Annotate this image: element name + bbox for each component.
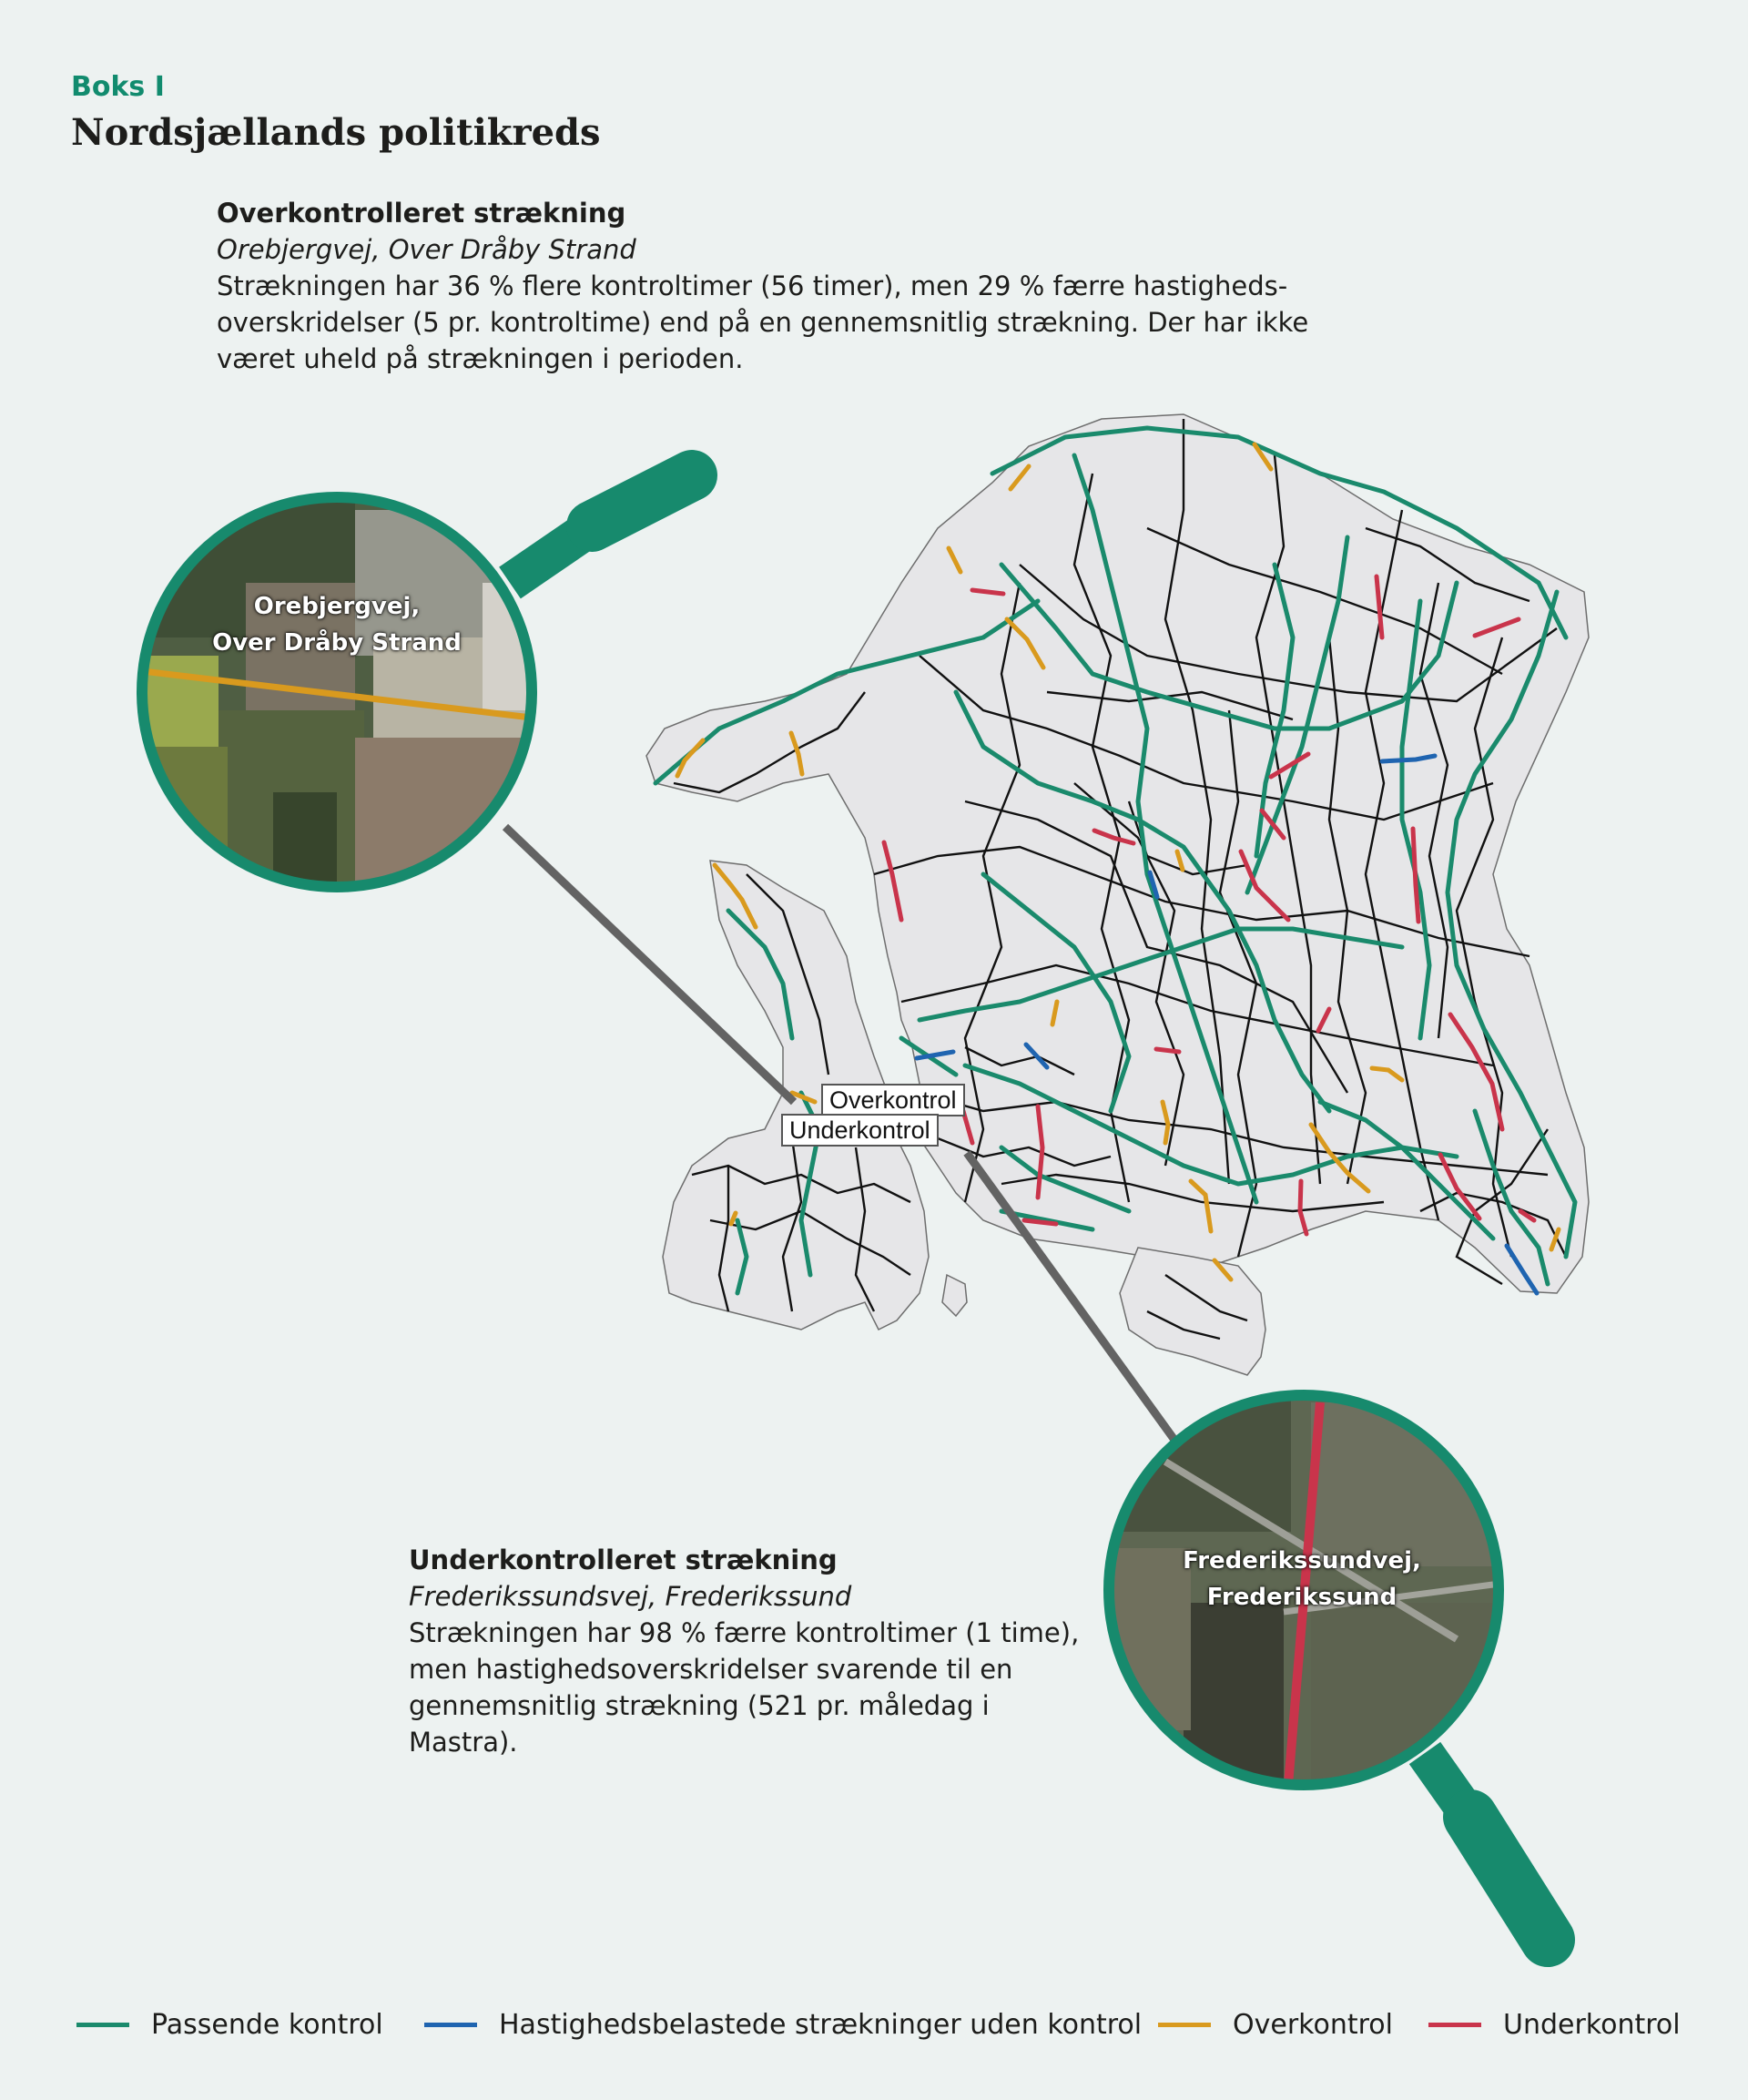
- aerial-photo-over: [127, 483, 555, 911]
- legend-item-passende: [76, 2009, 383, 2041]
- page-title: Nordsjællands politikreds: [71, 111, 601, 154]
- undercontrolled-callout: [409, 1542, 1101, 1760]
- legend-label-underkontrol: Underkontrol: [1503, 2009, 1681, 2041]
- legend-swatch-hastighed: [424, 2023, 477, 2027]
- lens-label-under: [1129, 1543, 1475, 1616]
- legend-swatch-underkontrol: [1428, 2023, 1481, 2027]
- legend-label-passende: Passende kontrol: [151, 2009, 383, 2041]
- overkontrol-map-label: Overkontrol: [821, 1084, 965, 1116]
- magnifier-handle-over: [510, 475, 692, 583]
- legend-swatch-overkontrol: [1158, 2023, 1211, 2027]
- overcontrolled-description: Strækningen har 36 % flere kontroltimer (56 timer), men 29 % færre hastigheds-overskridelser (5 pr. kontroltime) end på en gennemsnitlig strækning. Der har ikke været uheld på strækningen i perioden.: [217, 270, 1309, 374]
- lens-label-under-line2: Frederikssund: [1206, 1584, 1397, 1611]
- legend-swatch-passende: [76, 2023, 129, 2027]
- magnifier-handle-under: [1425, 1753, 1548, 1940]
- lens-label-over-line2: Over Dråby Strand: [212, 629, 462, 657]
- lens-label-under-line1: Frederikssundvej,: [1183, 1547, 1421, 1575]
- lens-label-over: [182, 588, 492, 661]
- legend-item-hastighed: [424, 2009, 1142, 2041]
- lens-label-over-line1: Orebjergvej,: [253, 593, 421, 620]
- undercontrolled-heading: Underkontrolleret strækning: [409, 1544, 838, 1575]
- overcontrolled-heading: Overkontrolleret strækning: [217, 198, 626, 229]
- undercontrolled-description: Strækningen har 98 % færre kontroltimer (1 time), men hastighedsoverskridelser svarende til en gennemsnitlig strækning (521 pr. måledag i Mastra).: [409, 1617, 1080, 1758]
- overcontrolled-location: Orebjergvej, Over Dråby Strand: [217, 234, 636, 265]
- legend-item-overkontrol: [1158, 2009, 1393, 2041]
- undercontrolled-location: Frederikssundsvej, Frederikssund: [409, 1581, 852, 1612]
- legend: [0, 2009, 1748, 2045]
- legend-label-overkontrol: Overkontrol: [1233, 2009, 1393, 2041]
- legend-item-underkontrol: [1428, 2009, 1681, 2041]
- underkontrol-map-label: Underkontrol: [781, 1114, 939, 1147]
- legend-label-hastighed: Hastighedsbelastede strækninger uden kontrol: [499, 2009, 1143, 2041]
- box-label: Boks I: [71, 71, 165, 103]
